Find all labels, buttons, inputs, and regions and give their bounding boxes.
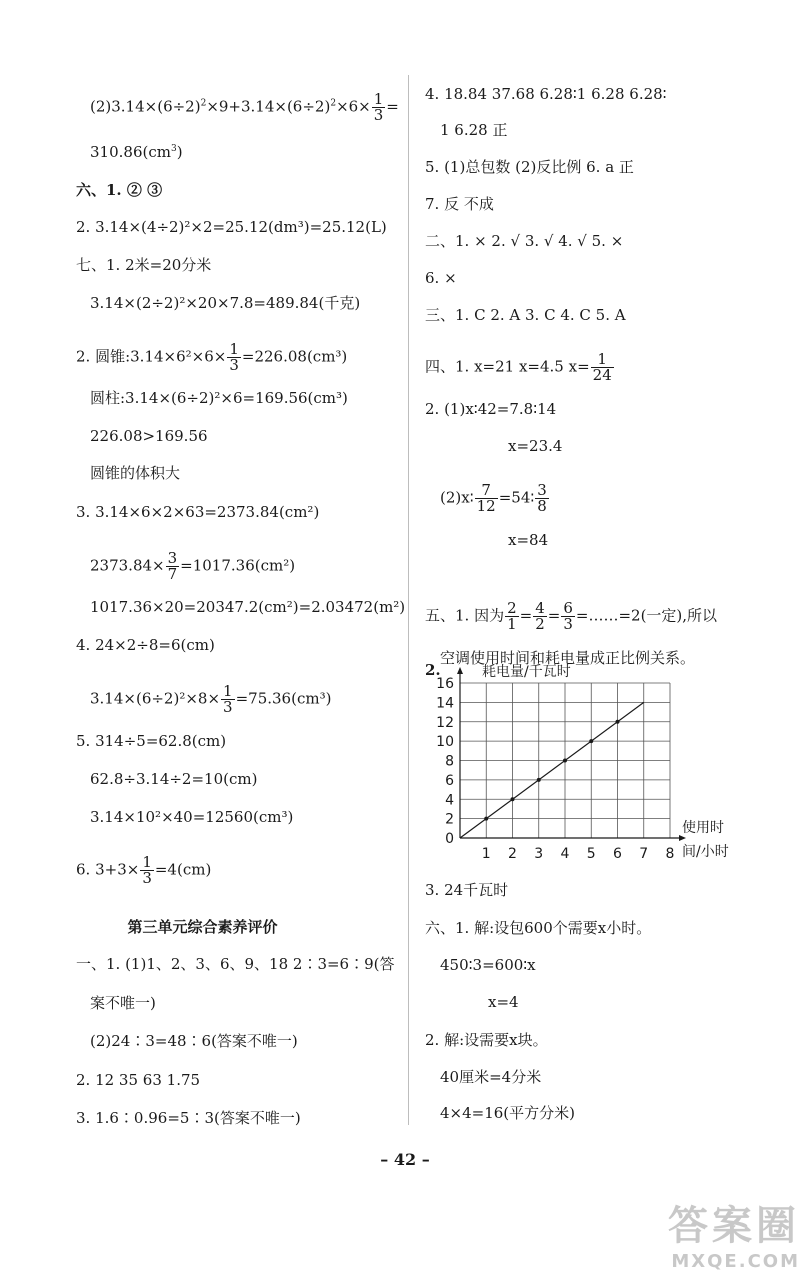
right-line-1: 4. 18.84 37.68 6.28∶1 6.28 6.28∶ (425, 85, 667, 103)
right-line-12: x=84 (508, 531, 549, 549)
watermark-url: MXQE.COM (671, 1251, 800, 1272)
fraction-one-third: $\frac{1}{3}$ (223, 682, 233, 716)
fraction-one-third: $\frac{1}{3}$ (373, 90, 384, 124)
left-line-10: 圆锥的体积大 (90, 464, 181, 482)
right-line-5: 二、1. × 2. √ 3. √ 4. √ 5. × (425, 232, 624, 250)
left-line-16: 5. 314÷5=62.8(cm) (76, 732, 227, 750)
y-tick-label: 10 (436, 734, 454, 751)
column-divider (408, 75, 409, 1125)
data-point (563, 759, 567, 763)
data-point (484, 817, 488, 821)
x-axis-title-line2: 间/小时 (682, 844, 729, 860)
right-line-10: x=23.4 (508, 437, 563, 455)
right-line-17: 六、1. 解:设包600个需要x小时。 (425, 919, 652, 937)
left-line-5: 七、1. 2米=20分米 (76, 256, 212, 274)
right-line-21: 40厘米=4分米 (440, 1068, 542, 1086)
left-line-23: 2. 12 35 63 1.75 (76, 1071, 201, 1089)
left-line-18: 3.14×10²×40=12560(cm³) (90, 808, 294, 826)
fraction-seven-12: $\frac{7}{12}$ (476, 481, 496, 515)
x-tick-label: 4 (560, 846, 570, 862)
watermark (668, 1194, 800, 1272)
right-line-15: 2. (425, 661, 441, 679)
fraction-three-eighths: $\frac{3}{8}$ (537, 481, 547, 515)
left-line-14: 4. 24×2÷8=6(cm) (76, 636, 215, 654)
fraction-one-third: $\frac{1}{3}$ (142, 853, 152, 887)
watermark-logo: 答案圈 (668, 1203, 800, 1249)
left-line-11: 3. 3.14×6×2×63=2373.84(cm²) (76, 503, 320, 521)
y-tick-label: 12 (436, 714, 454, 731)
page-number: – 42 – (380, 1150, 430, 1169)
left-line-6: 3.14×(2÷2)²×20×7.8=489.84(千克) (90, 294, 361, 312)
left-line-22: (2)24∶3=48∶6(答案不唯一) (90, 1032, 298, 1050)
left-line-4: 2. 3.14×(4÷2)²×2=25.12(dm³)=25.12(L) (76, 218, 387, 236)
right-line-13: 五、1. 因为 $\frac{2}{1}$ = $\frac{4}{2}$ = $\frac{6}{3}$ =……=2(一定),所以 (425, 599, 718, 633)
y-axis-title: 耗电量/千瓦时 (482, 664, 571, 680)
left-line-13: 1017.36×20=20347.2(cm²)=2.03472(m²) (90, 598, 406, 616)
y-tick-label: 8 (445, 753, 454, 770)
right-line-19: x=4 (488, 993, 519, 1011)
y-tick-label: 2 (445, 811, 454, 828)
left-line-12: 2373.84× $\frac{3}{7}$ =1017.36(cm²) (90, 549, 296, 583)
right-line-20: 2. 解:设需要x块。 (425, 1031, 548, 1049)
x-tick-label: 5 (586, 846, 596, 862)
left-line-8: 圆柱:3.14×(6÷2)²×6=169.56(cm³) (90, 389, 348, 407)
right-line-6: 6. × (425, 269, 457, 287)
left-line-21: 案不唯一) (90, 994, 156, 1012)
x-tick-label: 6 (613, 846, 622, 862)
left-line-3: 六、1. ② ③ (76, 181, 163, 199)
y-tick-label: 0 (445, 831, 454, 847)
right-line-7: 三、1. C 2. A 3. C 4. C 5. A (425, 306, 626, 324)
right-line-14: 空调使用时间和耗电量成正比例关系。 (440, 649, 696, 667)
x-tick-label: 8 (665, 846, 675, 862)
left-line-24: 3. 1.6∶0.96=5∶3(答案不唯一) (76, 1109, 301, 1127)
right-line-8: 四、1. x=21 x=4.5 x= $\frac{1}{24}$ (425, 350, 612, 384)
right-line-22: 4×4=16(平方分米) (440, 1104, 576, 1122)
data-point (511, 797, 515, 801)
left-line-2: $310.86(cm^3)$ (90, 143, 183, 161)
right-line-4: 7. 反 不成 (425, 195, 494, 213)
data-point (616, 720, 620, 724)
y-tick-label: 16 (436, 676, 454, 692)
left-line-9: 226.08>169.56 (90, 427, 208, 445)
right-line-11: (2)x∶ $\frac{7}{12}$ =54∶ $\frac{3}{8}$ (440, 481, 547, 515)
right-line-16: 3. 24千瓦时 (425, 881, 509, 899)
section-title: 第三单元综合素养评价 (127, 918, 278, 936)
x-tick-label: 3 (534, 846, 544, 862)
data-point (589, 739, 593, 743)
left-line-17: 62.8÷3.14÷2=10(cm) (90, 770, 258, 788)
fraction-three-sevenths: $\frac{3}{7}$ (167, 549, 178, 583)
x-axis-title-line1: 使用时 (682, 820, 724, 836)
left-line-20: 一、1. (1)1、2、3、6、9、18 2∶3=6∶9(答 (76, 955, 395, 973)
right-line-3: 5. (1)总包数 (2)反比例 6. a 正 (425, 158, 634, 176)
y-tick-label: 4 (445, 792, 454, 809)
right-line-2: 1 6.28 正 (440, 121, 508, 139)
right-line-18: 450∶3=600∶x (440, 956, 536, 974)
left-line-15: 3.14×(6÷2)²×8× $\frac{1}{3}$ =75.36(cm³) (90, 682, 332, 716)
left-line-1: $(2)3.14\times(6\div 2)^2\times 9+3.14\times(6\div 2)^2\times 6\times$ $\frac{1}{3}$ = (90, 90, 399, 124)
power-consumption-chart (420, 650, 760, 865)
left-line-19: 6. 3+3× $\frac{1}{3}$ =4(cm) (76, 853, 212, 887)
y-tick-label: 6 (445, 772, 454, 789)
x-tick-label: 7 (639, 846, 649, 862)
data-point (537, 778, 541, 782)
x-tick-label: 1 (481, 846, 491, 862)
fraction-two-one: $\frac{2}{1}$ (507, 599, 517, 633)
fraction-four-two: $\frac{4}{2}$ (535, 599, 545, 633)
fraction-six-three: $\frac{6}{3}$ (563, 599, 573, 633)
fraction-one-third: $\frac{1}{3}$ (229, 340, 239, 374)
x-tick-label: 2 (508, 846, 517, 862)
left-line-7: 2. 圆锥:3.14×6²×6× $\frac{1}{3}$ =226.08(cm³) (76, 340, 348, 374)
y-tick-label: 14 (436, 695, 454, 712)
right-line-9: 2. (1)x∶42=7.8∶14 (425, 400, 557, 418)
y-axis-arrow (457, 667, 463, 674)
fraction-one-24: $\frac{1}{24}$ (592, 350, 612, 384)
